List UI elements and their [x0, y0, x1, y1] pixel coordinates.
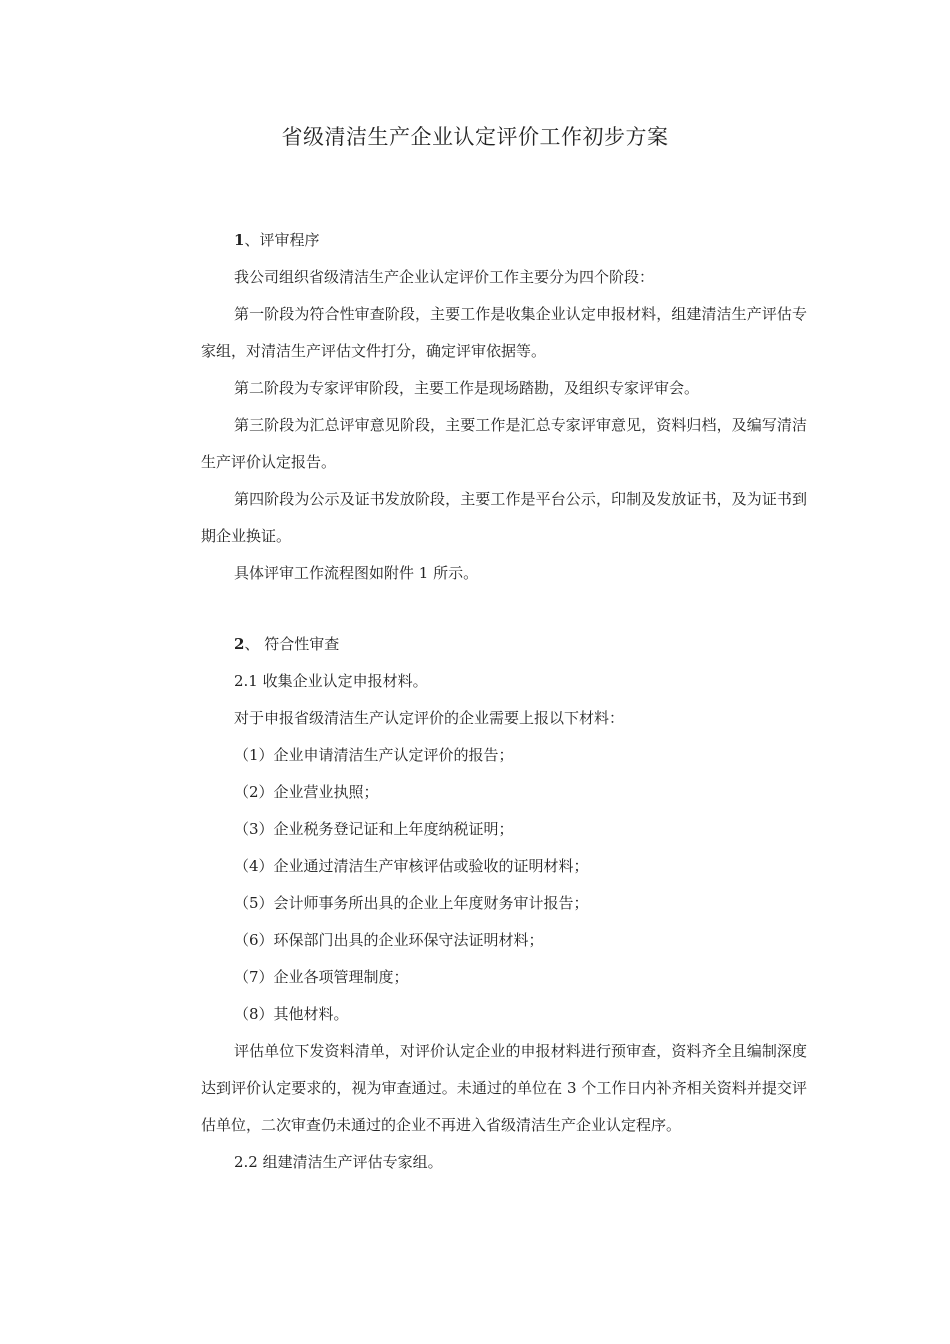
- paragraph: 我公司组织省级清洁生产企业认定评价工作主要分为四个阶段：: [234, 268, 655, 286]
- section-1-heading: [201, 222, 807, 259]
- list-item: （2）企业营业执照；: [234, 783, 379, 801]
- paragraph: 评估单位下发资料清单，对评价认定企业的申报材料进行预审查，资料齐全且编制深度达到评价认定要求的，视为审查通过。未通过的单位在 3 个工作日内补齐相关资料并提交评估单位，二次审查仍未通过的企业不再进入省级清洁生产企业认定程序。: [201, 1042, 807, 1134]
- subsection-2-2-heading: 2.2 组建清洁生产评估专家组。: [234, 1153, 443, 1171]
- paragraph: 第三阶段为汇总评审意见阶段，主要工作是汇总专家评审意见，资料归档，及编写清洁生产评价认定报告。: [201, 416, 807, 471]
- paragraph: 具体评审工作流程图如附件 1 所示。: [234, 564, 479, 582]
- list-item: （5）会计师事务所出具的企业上年度财务审计报告；: [234, 894, 589, 912]
- section-1-number: 1: [234, 231, 245, 249]
- paragraph: 第一阶段为符合性审查阶段，主要工作是收集企业认定申报材料，组建清洁生产评估专家组，对清洁生产评估文件打分，确定评审依据等。: [201, 305, 807, 360]
- paragraph: 第二阶段为专家评审阶段，主要工作是现场踏勘，及组织专家评审会。: [234, 379, 700, 397]
- document-title: 省级清洁生产企业认定评价工作初步方案: [281, 125, 669, 149]
- list-item: （6）环保部门出具的企业环保守法证明材料；: [234, 931, 544, 949]
- subsection-2-1-heading: 2.1 收集企业认定申报材料。: [234, 672, 428, 690]
- list-item: （8）其他材料。: [234, 1005, 349, 1023]
- section-spacer: [201, 592, 807, 626]
- list-item: （4）企业通过清洁生产审核评估或验收的证明材料；: [234, 857, 589, 875]
- section-2-number: 2: [234, 635, 245, 653]
- paragraph: 对于申报省级清洁生产认定评价的企业需要上报以下材料：: [234, 709, 625, 727]
- document-body: [201, 222, 807, 1181]
- list-item: （7）企业各项管理制度；: [234, 968, 409, 986]
- section-2-heading: [201, 626, 807, 663]
- section-1-title: 、评审程序: [244, 231, 320, 249]
- section-2-title: 、 符合性审查: [244, 635, 340, 653]
- list-item: （3）企业税务登记证和上年度纳税证明；: [234, 820, 514, 838]
- paragraph: 第四阶段为公示及证书发放阶段，主要工作是平台公示，印制及发放证书，及为证书到期企业换证。: [201, 490, 807, 545]
- list-item: （1）企业申请清洁生产认定评价的报告；: [234, 746, 514, 764]
